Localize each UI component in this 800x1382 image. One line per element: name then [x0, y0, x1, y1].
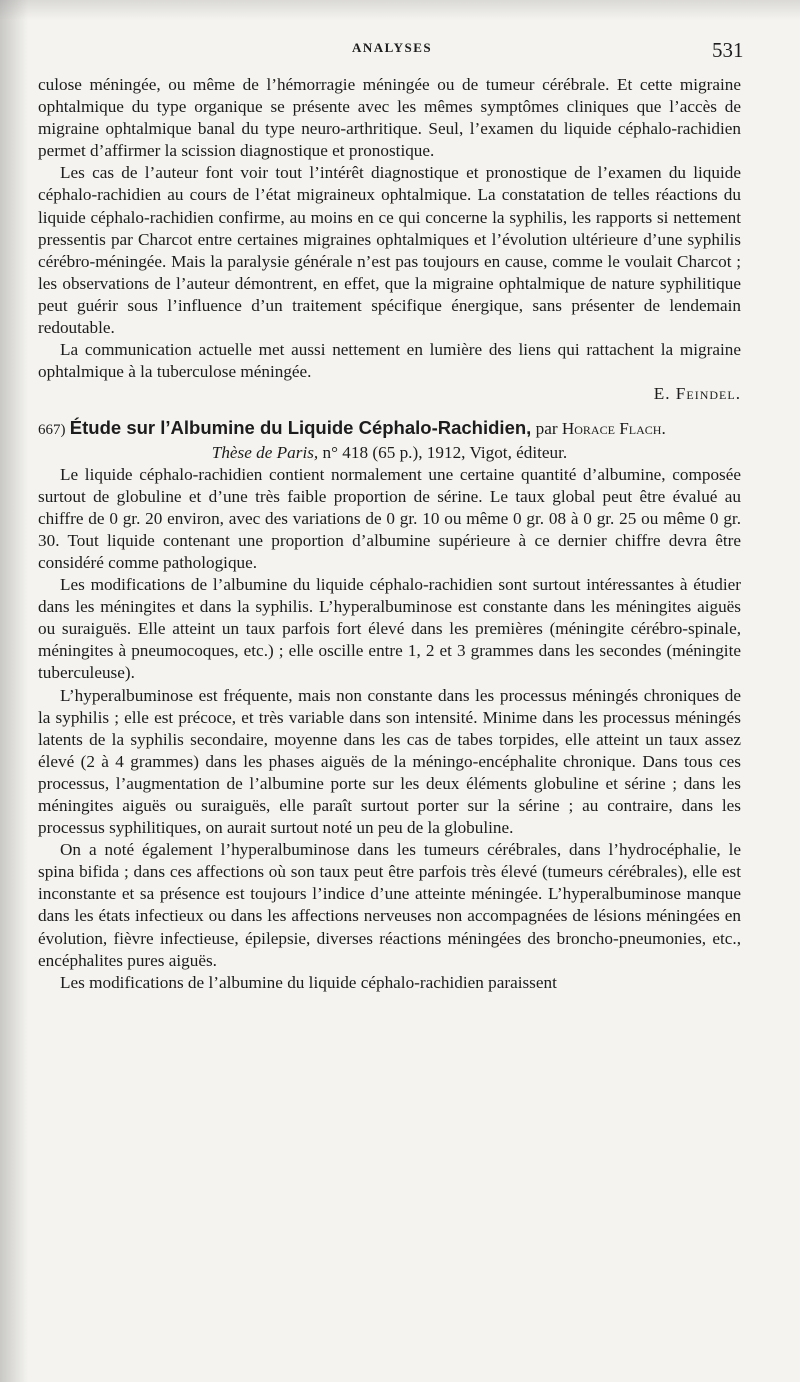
- page-header: [0, 38, 800, 64]
- entry-title: Étude sur l’Albumine du Liquide Céphalo-Rachidien,: [69, 417, 532, 439]
- paragraph-continuation: culose méningée, ou même de l’hémorragie méningée ou de tumeur cérébrale. Et cette migraine ophtalmique du type organique se présente avec les mêmes symptômes cliniques que l’accès de migraine ophtalmique banal du type neuro-arthritique. Seul, l’examen du liquide céphalo-rachidien permet d’affirmer la scission diagnostique et pronostique.: [38, 75, 741, 161]
- article-body: [38, 74, 741, 994]
- entry-meta: [42, 442, 741, 464]
- page-number: 531: [712, 38, 744, 62]
- paragraph: Les modifications de l’albumine du liquide céphalo-rachidien paraissent: [60, 972, 557, 992]
- paragraph: Les cas de l’auteur font voir tout l’intérêt diagnostique et pronostique de l’examen du liquide céphalo-rachidien au cours de l’état migraineux ophtalmique. La constatation de telles réactions du liquide céphalo-rachidien confirme, au moins en ce qui concerne la syphilis, les rapports si nettement pressentis par Charcot entre certaines migraines ophtalmiques et l’évolution ultérieure d’une syphilis cérébro-méningée. Mais la paralysie générale n’est pas toujours en cause, comme le voulait Charcot ; les observations de l’auteur démontrent, en effet, que la migraine ophtalmique de nature syphilitique peut guérir sous l’influence d’un traitement spécifique énergique, sans présenter de lendemain redoutable.: [38, 163, 741, 338]
- entry-details: n° 418 (65 p.), 1912, Vigot, éditeur.: [322, 442, 568, 462]
- paragraph: On a noté également l’hyperalbuminose dans les tumeurs cérébrales, dans l’hydrocéphalie, le spina bifida ; dans ces affections où son taux peut être parfois très élevé (tumeurs cérébrales), elle est inconstante et sa présence est toujours l’indice d’une atteinte méningée. L’hyperalbuminose manque dans les états infectieux ou dans les affections nerveuses non accompagnées de lésions méningées en évolution, fièvre infectieuse, épilepsie, diverses réactions méningées des broncho-pneumonies, etc., encéphalites pures aiguës.: [38, 840, 741, 970]
- paragraph: L’hyperalbuminose est fréquente, mais non constante dans les processus méningés chroniques de la syphilis ; elle est précoce, et très variable dans son intensité. Minime dans les processus méningés latents de la syphilis secondaire, moyenne dans les cas de tabes torpides, elle atteint un taux assez élevé (2 à 4 grammes) dans les phases aiguës de la méningo-encéphalite chronique. Dans tous ces processus, l’augmentation de l’albumine porte sur les deux éléments globuline et sérine ; dans les méningites aiguës ou suraiguës, elle paraît surtout porter sur la sérine ; au contraire, dans les processus syphilitiques, on aurait surtout noté un peu de la globuline.: [38, 685, 741, 838]
- entry-by: par: [535, 419, 558, 439]
- paragraph: Les modifications de l’albumine du liquide céphalo-rachidien sont surtout intéressantes à étudier dans les méningites et dans la syphilis. L’hyperalbuminose est constante dans les méningites aiguës ou suraiguës. Elle atteint un taux parfois fort élevé dans les premières (méningite cérébro-spinale, méningites à pneumocoques, etc.) ; elle oscille entre 1, 2 et 3 grammes dans les secondes (méningite tuberculeuse).: [38, 575, 741, 683]
- paragraph: La communication actuelle met aussi nettement en lumière des liens qui rattachent la migraine ophtalmique à la tuberculose méningée.: [38, 340, 741, 382]
- paragraph: Le liquide céphalo-rachidien contient normalement une certaine quantité d’albumine, composée surtout de globuline et d’une très faible proportion de sérine. Le taux global peut être évalué au chiffre de 0 gr. 20 environ, avec des variations de 0 gr. 10 ou même 0 gr. 08 à 0 gr. 25 ou même 0 gr. 30. Tout liquide contenant une proportion d’albumine supérieure à ce dernier chiffre devra être considéré comme pathologique.: [38, 464, 741, 572]
- reviewer-signature: E. Feindel.: [653, 384, 741, 404]
- running-head: ANALYSES: [352, 40, 433, 55]
- scan-shadow-top: [0, 0, 800, 20]
- entry-thesis: Thèse de Paris,: [211, 442, 319, 462]
- scan-shadow-left: [0, 0, 28, 1382]
- entry-number: 667): [38, 422, 66, 439]
- entry-author: Horace Flach.: [561, 419, 666, 439]
- entry-heading: [38, 417, 741, 463]
